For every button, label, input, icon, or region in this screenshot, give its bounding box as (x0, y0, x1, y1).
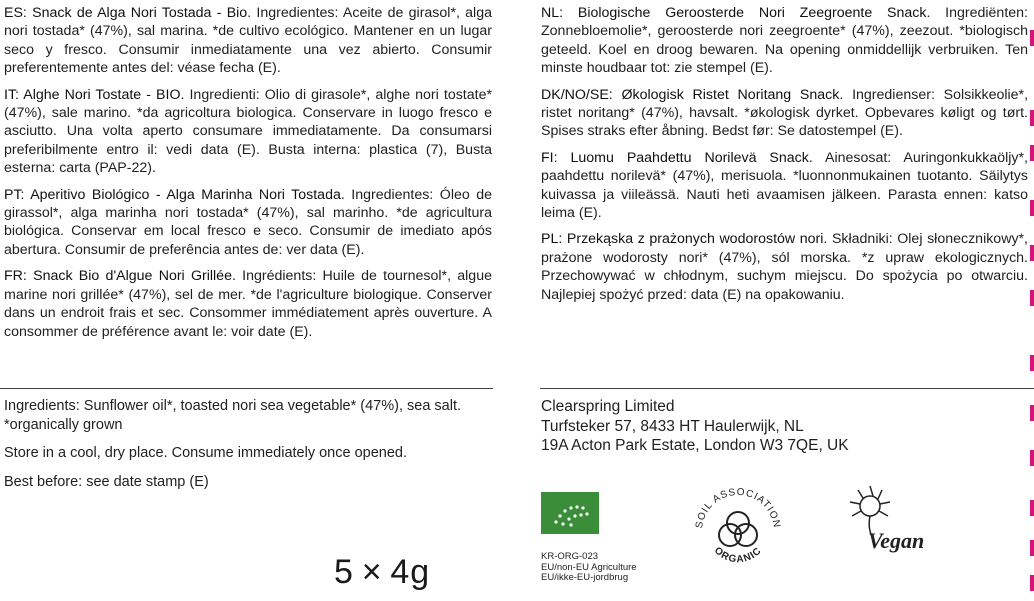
body-nl: . Ingrediënten: Zonnebloemolie*, geroosterde nori zeegroente* (47%), zeezout. *biologisch geteeld. Koel en droog bewaren. Na opening onmiddellijk verbruiken. Ten minste houdbaar tot: zie stempel (E). (541, 5, 1028, 77)
title-fi: FI: Luomu Paahdettu Norilevä Snack (541, 149, 809, 166)
text-nl (541, 4, 1028, 78)
title-fr: FR: Snack Bio d'Algue Nori Grillée (4, 268, 232, 285)
divider-left (0, 388, 493, 389)
body-dk-no-se: . Ingredienser: Solsikkeolie*, ristet noritang* (47%), havsalt. *økologisk dyrket. Opbevares køligt og tørt. Spises straks efter åbning. Bedst før: Se datostempel (E). (541, 86, 1029, 140)
eu-organic-line-2: EU/ikke-EU-jordbrug (541, 572, 629, 583)
eu-organic-line-1: EU/non-EU Agriculture (541, 561, 637, 573)
text-it (4, 86, 492, 178)
text-fr (4, 267, 492, 341)
right-language-column (541, 4, 1028, 304)
eu-organic-code: KR-ORG-023 (541, 551, 599, 562)
address-line-2: 19A Acton Park Estate, London W3 7QE, UK (541, 437, 849, 454)
company-name: Clearspring Limited (541, 398, 675, 415)
english-block (4, 397, 492, 501)
edge-mark (1030, 450, 1034, 466)
soil-association-logo (688, 481, 788, 577)
edge-mark (1030, 405, 1034, 421)
english-best-before: Best before: see date stamp (E) (4, 473, 209, 490)
body-it: . Ingredienti: Olio di girasole*, alghe nori tostate* (47%), sale marino. *da agricoltura biologica. Conservare in luogo fresco e asciutto. Una volta aperto consumare immediatamente. Da consumarsi preferibilmente entro il: vedi data (E). Busta interna: plastica (7), Busta esterna: carta (PAP-22). (4, 86, 492, 177)
eu-leaf-stars-icon (541, 492, 599, 534)
svg-text:SOIL ASSOCIATION (694, 487, 782, 529)
text-fi (541, 149, 1028, 223)
text-pt (4, 186, 492, 260)
edge-mark (1030, 355, 1034, 371)
edge-mark (1030, 110, 1034, 126)
edge-mark (1030, 290, 1034, 306)
edge-mark (1030, 30, 1034, 46)
soil-association-knot-icon (719, 512, 757, 546)
divider-right (540, 388, 1034, 389)
edge-mark (1030, 575, 1034, 591)
english-ingredients: Ingredients: Sunflower oil*, toasted nori sea vegetable* (47%), sea salt. *organically grown (4, 398, 462, 433)
edge-mark (1030, 200, 1034, 216)
body-es: . Ingredientes: Aceite de girasol*, alga nori tostada* (47%), sal marina. *de cultivo ecológico. Mantener en un lugar seco y fresco. Consumir inmediatamente una vez abierto. Consumir preferentemente antes del: véase fecha (E). (4, 5, 492, 77)
eu-organic-leaf-logo (541, 492, 599, 534)
soil-association-bottom-text: ORGANIC (711, 545, 765, 566)
body-fi: . Ainesosat: Auringonkukkaöljy*, paahdettu norilevä* (47%), merisuola. *luonnonmukainen tuotanto. Säilytys kuivassa ja viileässä. Nauti heti avaamisen jälkeen. Parasta ennen: katso leima (E). (541, 149, 1028, 222)
title-it: IT: Alghe Nori Tostate - BIO (4, 86, 181, 103)
title-pt: PT: Aperitivo Biológico - Alga Marinha Nori Tostada (4, 186, 341, 203)
vegan-society-logo (830, 480, 940, 570)
company-address (541, 397, 1021, 456)
left-language-column (4, 4, 492, 341)
title-dk-no-se: DK/NO/SE: Økologisk Ristet Noritang Snack (541, 86, 840, 103)
text-dk-no-se (541, 86, 1028, 141)
body-pl: . Składniki: Olej słonecznikowy*, prażone wodorosty nori* (47%), sól morska. *z upraw ekologicznych. Przechowywać w chłodnym, suchym miejscu. Do spożycia po otwarciu. Najlepiej spożyć przed: data (E) na opakowaniu. (541, 231, 1029, 303)
soil-association-top-text: SOIL ASSOCIATION (693, 486, 783, 530)
title-pl: PL: Przekąska z prażonych wodorostów nori (541, 231, 824, 248)
text-es (4, 4, 492, 78)
vegan-logo-text: Vegan (868, 528, 925, 553)
english-storage: Store in a cool, dry place. Consume immediately once opened. (4, 445, 407, 462)
body-fr: . Ingrédients: Huile de tournesol*, algue marine nori grillée* (47%), sel de mer. *de l'agriculture biologique. Conserver dans un endroit frais et sec. Consommer immédiatement après ouverture. A consommer de préférence avant le: voir date (E). (4, 268, 492, 340)
body-pt: . Ingredientes: Óleo de girassol*, alga marinha nori tostada* (47%), sal marinho. *de agricultura biológica. Conservar em local fresco e seco. Consumir de imediato após abertura. Consumir de preferência antes de: ver data (E). (4, 186, 493, 258)
edge-mark (1030, 245, 1034, 261)
net-weight: 5 × 4g (334, 553, 431, 591)
address-line-1: Turfsteker 57, 8433 HT Haulerwijk, NL (541, 417, 804, 435)
edge-mark (1030, 540, 1034, 556)
title-es: ES: Snack de Alga Nori Tostada - Bio (4, 5, 248, 21)
eu-organic-text (541, 552, 637, 584)
edge-mark (1030, 500, 1034, 516)
title-nl: NL: Biologische Geroosterde Nori Zeegroente Snack (541, 5, 927, 21)
text-pl (541, 230, 1028, 304)
svg-text:ORGANIC (712, 545, 764, 565)
edge-mark (1030, 145, 1034, 161)
